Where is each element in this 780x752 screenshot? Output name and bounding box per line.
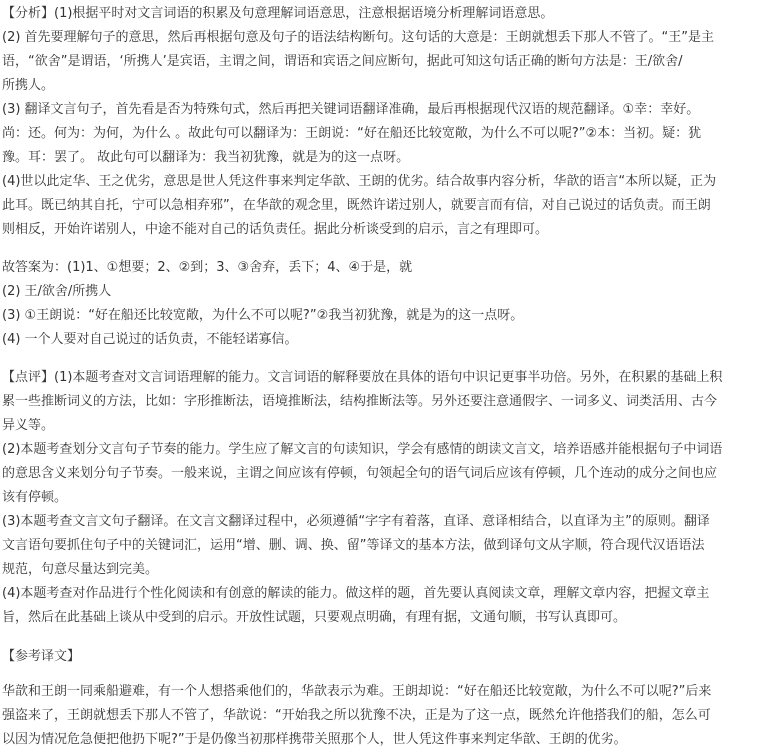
answer-line-4: (4) 一个人要对自己说过的话负责，不能轻诺寡信。 bbox=[2, 332, 298, 347]
analysis-line-4: 所携人。 bbox=[2, 78, 55, 93]
answer-line-1: 故答案为：(1)1、①想要；2、②到；3、③舍弃，丢下；4、④于是，就 bbox=[2, 260, 413, 275]
answer-line-3: (3) ①王朗说：“好在船还比较宽敞，为什么不可以呢?”②我当初犹豫，就是为的这一点呀。 bbox=[2, 308, 524, 323]
comment-line-10: (4)本题考查对作品进行个性化阅读和有创意的解读的能力。做这样的题，首先要认真阅读文章，理解文章内容，把握文章主 bbox=[2, 586, 710, 601]
comment-line-4: (2)本题考查划分文言句子节奏的能力。学生应了解文言的句读知识，学会有感情的朗读文言文，培养语感并能根据句子中词语 bbox=[2, 442, 723, 457]
analysis-line-9: 此耳。既已纳其自托，宁可以急相弃邪”，在华歆的观念里，既然许诺过别人，就要言而有信，对自己说过的话负责。而王朗 bbox=[2, 198, 711, 213]
analysis-line-5: (3) 翻译文言句子，首先看是否为特殊句式，然后再把关键词语翻译准确，最后再根据现代汉语的规范翻译。①幸：幸好。 bbox=[2, 102, 700, 117]
analysis-section bbox=[2, 2, 772, 242]
analysis-line-2: (2) 首先要理解句子的意思，然后再根据句意及句子的语法结构断句。这句话的大意是：王朗就想丢下那人不管了。“王”是主 bbox=[2, 30, 715, 45]
comment-line-6: 该有停顿。 bbox=[2, 490, 68, 505]
comment-line-1: 【点评】(1)本题考查对文言词语理解的能力。文言词语的解释要放在具体的语句中识记更事半功倍。另外，在积累的基础上积 bbox=[2, 370, 723, 385]
analysis-line-3: 语，“欲舍”是谓语，‘所携人’是宾语，主谓之间，谓语和宾语之间应断句，据此可知这句话正确的断句方法是：王/欲舍/ bbox=[2, 54, 683, 69]
translation-body bbox=[2, 680, 772, 752]
comment-line-5: 的意思含义来划分句子节奏。一般来说，主谓之间应该有停顿，句领起全句的语气词后应该有停顿，几个连动的成分之间也应 bbox=[2, 466, 718, 481]
comment-line-8: 文言语句要抓住句子中的关键词汇，运用“增、删、调、换、留”等译文的基本方法，做到译句文从字顺，符合现代汉语语法 bbox=[2, 538, 705, 553]
analysis-line-8: (4)世以此定华、王之优劣，意思是世人凭这件事来判定华歆、王朗的优劣。结合故事内容分析，华歆的语言“本所以疑，正为 bbox=[2, 174, 717, 189]
analysis-line-1: 【分析】(1)根据平时对文言词语的积累及句意理解词语意思，注意根据语境分析理解词语意思。 bbox=[2, 6, 554, 21]
analysis-line-7: 豫。耳：罢了。 故此句可以翻译为：我当初犹豫，就是为的这一点呀。 bbox=[2, 150, 410, 165]
translation-section bbox=[2, 645, 772, 669]
comment-line-2: 累一些推断词义的方法，比如：字形推断法，语境推断法，结构推断法等。另外还要注意通假字、一词多义、词类活用、古今 bbox=[2, 394, 718, 409]
translation-line-2: 强盗来了，王朗就想丢下那人不管了，华歆说：“开始我之所以犹豫不决，正是为了这一点，既然允许他搭我们的船，怎么可 bbox=[2, 708, 711, 723]
answer-section bbox=[2, 256, 772, 352]
translation-line-1: 华歆和王朗一同乘船避难，有一个人想搭乘他们的，华歆表示为难。王朗却说：“好在船还比较宽敞，为什么不可以呢?”后来 bbox=[2, 684, 712, 699]
translation-heading: 【参考译文】 bbox=[2, 649, 81, 664]
comment-section bbox=[2, 366, 772, 630]
analysis-line-10: 则相反，开始许诺别人，中途不能对自己的话负责任。据此分析谈受到的启示，言之有理即可。 bbox=[2, 222, 549, 237]
comment-line-11: 旨，然后在此基础上谈从中受到的启示。开放性试题，只要观点明确，有理有据，文通句顺，书写认真即可。 bbox=[2, 610, 627, 625]
comment-line-9: 规范，句意尽量达到完美。 bbox=[2, 562, 159, 577]
comment-line-7: (3)本题考查文言文句子翻译。在文言文翻译过程中，必须遵循“字字有着落，直译、意译相结合，以直译为主”的原则。翻译 bbox=[2, 514, 710, 529]
analysis-line-6: 尚：还。何为：为何，为什么 。故此句可以翻译为：王朗说：“好在船还比较宽敞，为什么不可以呢?”②本：当初。疑：犹 bbox=[2, 126, 702, 141]
answer-line-2: (2) 王/欲舍/所携人 bbox=[2, 284, 112, 299]
comment-line-3: 异义等。 bbox=[2, 418, 55, 433]
translation-line-3: 以因为情况危急便把他扔下呢?”于是仍像当初那样携带关照那个人，世人凭这件事来判定华歆、王朗的优劣。 bbox=[2, 732, 627, 747]
